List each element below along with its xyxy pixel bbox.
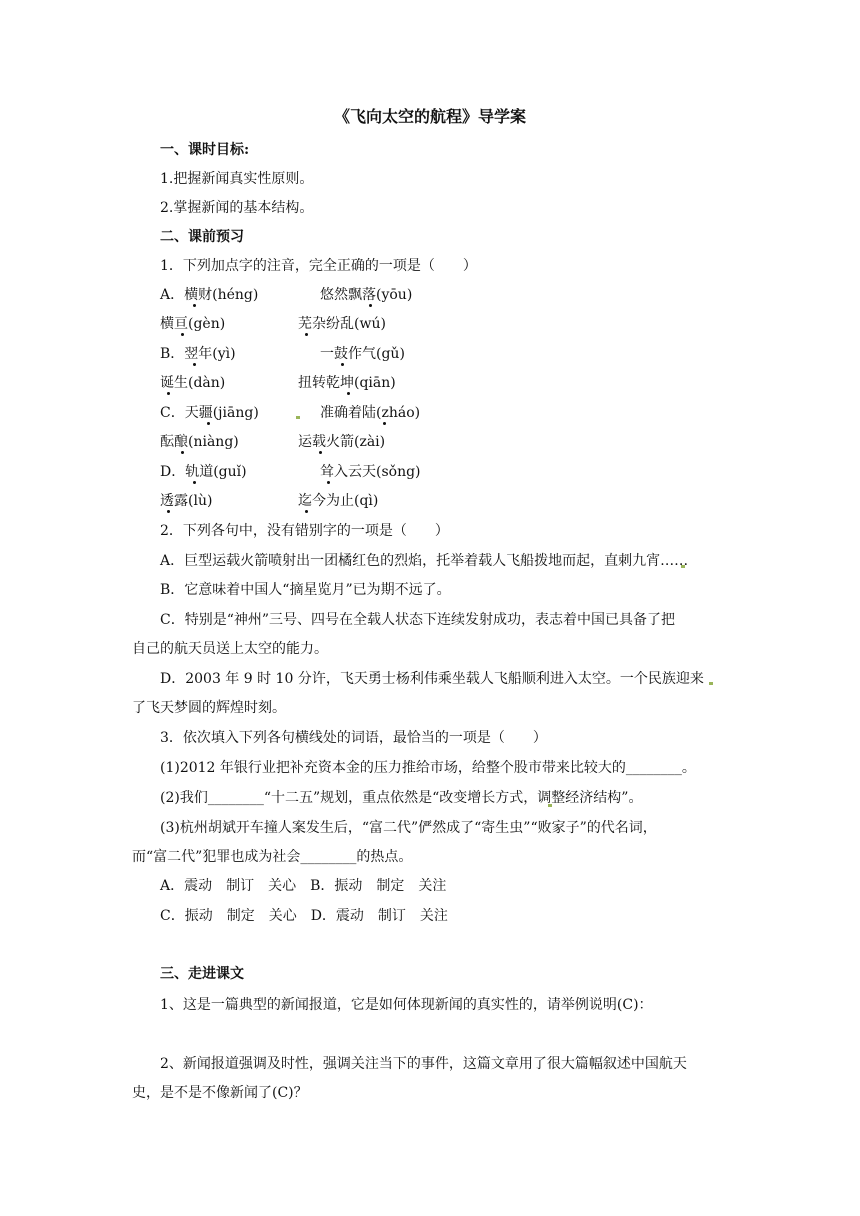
emphasis-dot <box>193 363 196 366</box>
option-left: B．翌年(yì) <box>160 346 236 362</box>
section-heading-text: 三、走进课文 <box>160 966 244 982</box>
option-left: 酝酿(niàng) <box>160 434 239 450</box>
option-left: 透露(lù) <box>160 493 213 509</box>
option-right: 悠然飘落(yōu) <box>320 287 413 303</box>
goal-item: 2.掌握新闻的基本结构。 <box>160 200 314 216</box>
option-right: 准确着陆(zháo) <box>320 405 421 421</box>
option-line: 自己的航天员送上太空的能力。 <box>132 641 328 657</box>
option-right: 迄今为止(qì) <box>298 493 379 509</box>
option-left: D．轨道(guǐ) <box>160 464 247 480</box>
question-stem: 1．下列加点字的注音，完全正确的一项是（ ） <box>160 258 477 274</box>
section-heading-goals: 一、课时目标: <box>160 142 250 158</box>
emphasis-dot <box>207 422 210 425</box>
option-line: D．2003 年 9 时 10 分许，飞天勇士杨利伟乘坐载人飞船顺利进入太空。一个民族迎来 <box>160 671 704 687</box>
emphasis-dot <box>193 481 196 484</box>
option-line: 了飞天梦圆的辉煌时刻。 <box>132 700 286 716</box>
emphasis-dot <box>327 481 330 484</box>
sentence-line: (3)杭州胡斌开车撞人案发生后，“富二代”俨然成了“寄生虫”“败家子”的代名词， <box>160 820 657 836</box>
emphasis-dot <box>193 304 196 307</box>
option-left: 诞生(dàn) <box>160 375 226 391</box>
emphasis-dot <box>341 363 344 366</box>
question-stem: 2．下列各句中，没有错别字的一项是（ ） <box>160 523 449 539</box>
section-heading-preview: 二、课前预习 <box>160 229 244 245</box>
emphasis-dot <box>369 304 372 307</box>
emphasis-dot <box>305 510 308 513</box>
green-mark <box>296 416 300 419</box>
option-right: 一鼓作气(gǔ) <box>320 346 405 362</box>
sentence-line: (2)我们________“十二五”规划，重点依然是“改变增长方式，调整经济结构”。 <box>160 790 643 806</box>
option-right: 扭转乾坤(qiān) <box>298 375 396 391</box>
sentence-line: (1)2012 年银行业把补充资本金的压力推给市场，给整个股市带来比较大的________。 <box>160 760 696 776</box>
question-line: 2、新闻报道强调及时性，强调关注当下的事件，这篇文章用了很大篇幅叙述中国航天 <box>160 1056 687 1072</box>
goal-item: 1.把握新闻真实性原则。 <box>160 171 314 187</box>
option-left: 横亘(gèn) <box>160 316 226 332</box>
emphasis-dot <box>305 333 308 336</box>
answer-options: C．振动 制定 关心 D．震动 制订 关注 <box>160 908 448 924</box>
question-stem: 3．依次填入下列各句横线处的词语，最恰当的一项是（ ） <box>160 730 547 746</box>
emphasis-dot <box>181 451 184 454</box>
emphasis-dot <box>347 392 350 395</box>
option-line: A．巨型运载火箭喷射出一团橘红色的烈焰，托举着载人飞船拨地而起，直刺九宵…… <box>160 553 689 569</box>
answer-options: A．震动 制订 关心 B．振动 制定 关注 <box>160 878 447 894</box>
question-line: 1、这是一篇典型的新闻报道，它是如何体现新闻的真实性的，请举例说明(C)： <box>160 997 653 1013</box>
option-right: 芜杂纷乱(wú) <box>298 316 386 332</box>
emphasis-dot <box>319 451 322 454</box>
sentence-line: 而“富二代”犯罪也成为社会________的热点。 <box>132 849 413 865</box>
option-left: C．天疆(jiāng) <box>160 405 259 421</box>
option-left: A．横财(héng) <box>160 287 259 303</box>
emphasis-dot <box>167 392 170 395</box>
emphasis-dot <box>167 510 170 513</box>
emphasis-dot <box>383 422 386 425</box>
option-line: B．它意味着中国人“摘星览月”已为期不远了。 <box>160 582 451 598</box>
emphasis-dot <box>181 333 184 336</box>
option-line: C．特别是“神州”三号、四号在全载人状态下连续发射成功，表志着中国已具备了把 <box>160 612 676 628</box>
option-right: 运载火箭(zài) <box>298 434 386 450</box>
question-line: 史，是不是不像新闻了(C)？ <box>132 1085 308 1101</box>
page-title: 《飞向太空的航程》导学案 <box>333 107 526 126</box>
green-mark <box>709 682 713 685</box>
option-right: 耸入云天(sǒng) <box>320 464 421 480</box>
